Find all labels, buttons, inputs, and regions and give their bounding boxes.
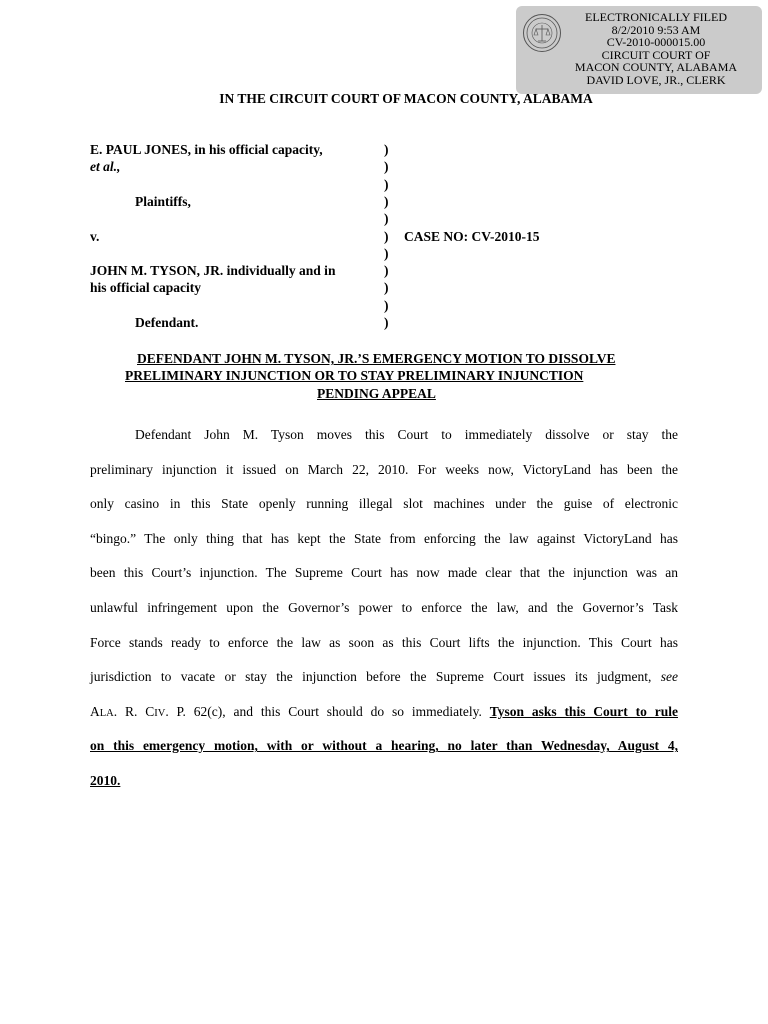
caption-paren: ) [384,263,389,278]
stamp-line: CIRCUIT COURT OF [601,47,711,62]
caption-paren: ) [384,229,389,244]
caption-paren: ) [384,315,389,330]
motion-title-line: PRELIMINARY INJUNCTION OR TO STAY PRELIMINARY INJUNCTION [125,368,584,383]
case-number: CASE NO: CV-2010-15 [404,229,540,244]
citation-text: LA [99,707,114,719]
plaintiff-name: E. PAUL JONES, in his official capacity, [90,142,323,157]
motion-title-line: PENDING APPEAL [317,386,436,401]
caption-paren: ) [384,177,389,192]
motion-title-line: DEFENDANT JOHN M. TYSON, JR.’S EMERGENCY MOTION TO DISSOLVE [137,351,616,366]
body-line [90,764,678,799]
caption-paren: ) [384,194,389,209]
caption-paren: ) [384,246,389,261]
plaintiff-et-al: et al., [90,159,121,174]
body-line [90,695,678,730]
body-line: Force stands ready to enforce the law as soon as this Court lifts the injunction. This Court has [90,634,678,650]
stamp-text [552,11,760,87]
caption-paren: ) [384,211,389,226]
defendant-capacity: his official capacity [90,280,201,295]
defendant-name: JOHN M. TYSON, JR. individually and in [90,263,336,278]
caption-paren: ) [384,159,389,174]
citation-text: A [90,703,100,719]
electronic-filing-stamp [516,6,762,94]
stamp-line: MACON COUNTY, ALABAMA [574,60,738,75]
body-line: unlawful infringement upon the Governor’s power to enforce the law, and the Governor’s Task [90,599,678,615]
versus-label: v. [90,229,100,244]
emphasized-request: Tyson asks this Court to rule [489,703,678,719]
citation-signal: see [660,669,679,685]
rule-citation [90,704,165,719]
plaintiffs-label: Plaintiffs, [135,194,191,209]
caption-paren: ) [384,280,389,295]
emphasized-request-date: 2010. [90,772,121,788]
body-line: only casino in this State openly running illegal slot machines under the guise of electronic [90,496,678,512]
caption-paren: ) [384,298,389,313]
stamp-line: 8/2/2010 9:53 AM [611,22,701,37]
court-title: IN THE CIRCUIT COURT OF MACON COUNTY, ALABAMA [219,91,593,106]
stamp-line: ELECTRONICALLY FILED [584,10,727,24]
body-line: Defendant John M. Tyson moves this Court to immediately dissolve or stay the [135,427,678,442]
body-line: preliminary injunction it issued on March 22, 2010. For weeks now, VictoryLand has been the [90,461,678,477]
emphasized-request-line: on this emergency motion, with or without a hearing, no later than Wednesday, August 4, [90,738,678,754]
body-line [90,660,678,695]
caption-paren: ) [384,142,389,157]
body-line: “bingo.” The only thing that has kept the State from enforcing the law against VictoryLand has [90,530,678,546]
body-text: jurisdiction to vacate or stay the injunction before the Supreme Court issues its judgment, [90,669,652,685]
body-line: been this Court’s injunction. The Supreme Court has now made clear that the injunction was an [90,565,678,581]
motion-body-paragraph [90,418,678,799]
body-text: . P. 62(c), and this Court should do so immediately. [165,703,482,719]
citation-text: . R. C [113,703,155,719]
stamp-line: DAVID LOVE, JR., CLERK [586,72,726,87]
stamp-line: CV-2010-000015.00 [606,35,706,50]
citation-text: IV [154,707,166,719]
defendant-label: Defendant. [135,315,199,330]
